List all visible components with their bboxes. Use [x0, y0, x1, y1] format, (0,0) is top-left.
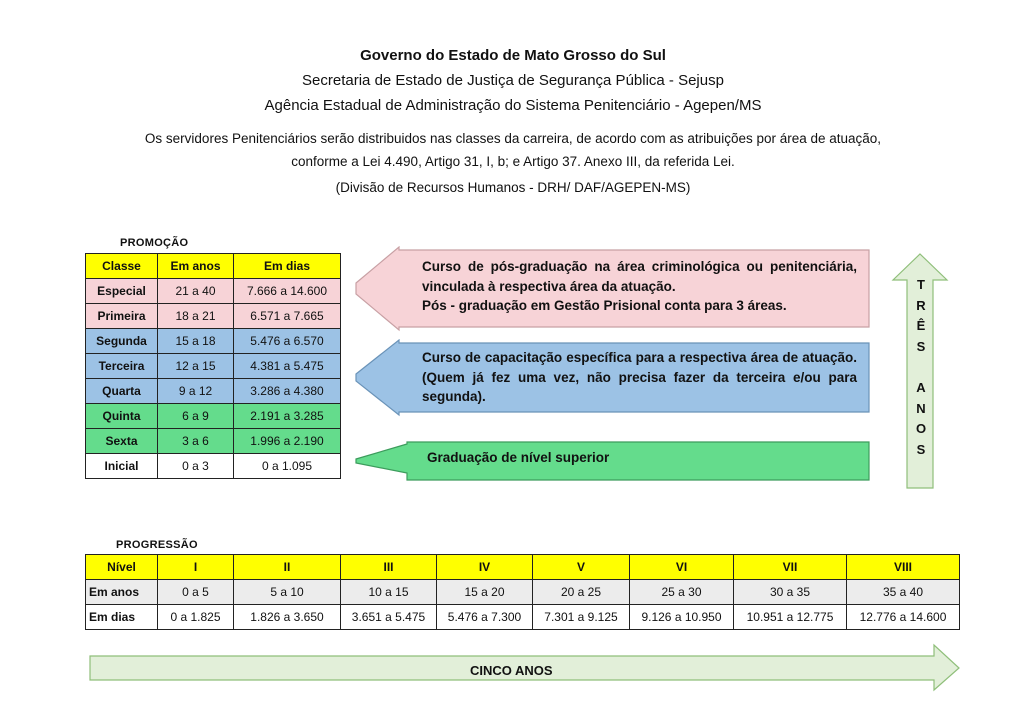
header-cell: VIII [847, 555, 960, 580]
header-cell: I [158, 555, 234, 580]
header-title: Governo do Estado de Mato Grosso do Sul [360, 47, 666, 64]
years-cell: 30 a 35 [734, 580, 847, 605]
table-header-row [86, 254, 341, 279]
days-cell: 1.826 a 3.650 [234, 605, 341, 630]
promocao-label: PROMOÇÃO [120, 237, 189, 249]
years-cell: 0 a 5 [158, 580, 234, 605]
days-cell: 0 a 1.095 [234, 454, 341, 479]
days-cell: 4.381 a 5.475 [234, 354, 341, 379]
class-cell: Quarta [86, 379, 158, 404]
header-cell: II [234, 555, 341, 580]
class-cell: Segunda [86, 329, 158, 354]
days-cell: 3.286 a 4.380 [234, 379, 341, 404]
days-cell: 1.996 a 2.190 [234, 429, 341, 454]
table-row [86, 454, 341, 479]
green-note: Graduação de nível superior [427, 450, 610, 465]
days-cell: 6.571 a 7.665 [234, 304, 341, 329]
years-cell: 0 a 3 [158, 454, 234, 479]
progressao-table [85, 554, 960, 630]
days-cell: 5.476 a 7.300 [437, 605, 533, 630]
days-cell: 2.191 a 3.285 [234, 404, 341, 429]
pink-note-line-1: Curso de pós-graduação na área criminológica ou penitenciária, vinculada à respectiva área da atuação. [422, 259, 857, 294]
header-description [0, 127, 1026, 173]
header-cell: III [341, 555, 437, 580]
progressao-label: PROGRESSÃO [116, 539, 198, 551]
letter: S [916, 441, 926, 457]
table-row [86, 304, 341, 329]
days-cell: 7.301 a 9.125 [533, 605, 630, 630]
years-cell: 6 a 9 [158, 404, 234, 429]
days-cell: 5.476 a 6.570 [234, 329, 341, 354]
letter: T [917, 277, 925, 292]
years-cell: 21 a 40 [158, 279, 234, 304]
header-cell: Em anos [158, 254, 234, 279]
row-label: Em dias [86, 605, 158, 630]
header-source: (Divisão de Recursos Humanos - DRH/ DAF/AGEPEN-MS) [335, 180, 691, 195]
class-cell: Quinta [86, 404, 158, 429]
header-cell: Classe [86, 254, 158, 279]
years-cell: 20 a 25 [533, 580, 630, 605]
pink-note-line-2: Pós - graduação em Gestão Prisional conta para 3 áreas. [422, 298, 787, 313]
cinco-anos-label: CINCO ANOS [470, 663, 553, 678]
letter: R [916, 297, 926, 313]
table-row [86, 354, 341, 379]
years-cell: 12 a 15 [158, 354, 234, 379]
table-row [86, 404, 341, 429]
letter: Ê [916, 318, 926, 334]
years-cell: 10 a 15 [341, 580, 437, 605]
letter: N [916, 400, 926, 416]
letter: A [916, 379, 926, 395]
class-cell: Primeira [86, 304, 158, 329]
table-row [86, 605, 960, 630]
blue-note: Curso de capacitação específica para a respectiva área de atuação. (Quem já fez uma vez, não precisa fazer da terceira e/ou para segunda). [422, 350, 857, 404]
table-row [86, 580, 960, 605]
header-cell: V [533, 555, 630, 580]
header-cell: IV [437, 555, 533, 580]
years-cell: 15 a 18 [158, 329, 234, 354]
days-cell: 9.126 a 10.950 [630, 605, 734, 630]
years-cell: 25 a 30 [630, 580, 734, 605]
days-cell: 3.651 a 5.475 [341, 605, 437, 630]
years-cell: 5 a 10 [234, 580, 341, 605]
class-cell: Inicial [86, 454, 158, 479]
header-secretaria: Secretaria de Estado de Justiça de Segurança Pública - Sejusp [302, 72, 724, 89]
description-line-2: conforme a Lei 4.490, Artigo 31, I, b; e Artigo 37. Anexo III, da referida Lei. [291, 154, 735, 169]
years-cell: 9 a 12 [158, 379, 234, 404]
letter: S [916, 338, 926, 354]
header-agencia: Agência Estadual de Administração do Sistema Penitenciário - Agepen/MS [264, 97, 762, 114]
years-cell: 15 a 20 [437, 580, 533, 605]
table-row [86, 279, 341, 304]
pink-note [422, 257, 857, 316]
table-row [86, 429, 341, 454]
class-cell: Especial [86, 279, 158, 304]
days-cell: 7.666 a 14.600 [234, 279, 341, 304]
table-row [86, 379, 341, 404]
header-cell: Nível [86, 555, 158, 580]
years-cell: 18 a 21 [158, 304, 234, 329]
header-cell: Em dias [234, 254, 341, 279]
table-row [86, 329, 341, 354]
days-cell: 0 a 1.825 [158, 605, 234, 630]
days-cell: 12.776 a 14.600 [847, 605, 960, 630]
table-header-row [86, 555, 960, 580]
letter-spacer [906, 357, 936, 378]
years-cell: 3 a 6 [158, 429, 234, 454]
tres-anos-label [906, 275, 936, 460]
description-line-1: Os servidores Penitenciários serão distribuidos nas classes da carreira, de acordo com as atribuições por área de atuação, [144, 131, 882, 146]
class-cell: Terceira [86, 354, 158, 379]
header-cell: VII [734, 555, 847, 580]
row-label: Em anos [86, 580, 158, 605]
class-cell: Sexta [86, 429, 158, 454]
promocao-table [85, 253, 341, 479]
days-cell: 10.951 a 12.775 [734, 605, 847, 630]
letter: O [915, 421, 927, 437]
years-cell: 35 a 40 [847, 580, 960, 605]
header-cell: VI [630, 555, 734, 580]
